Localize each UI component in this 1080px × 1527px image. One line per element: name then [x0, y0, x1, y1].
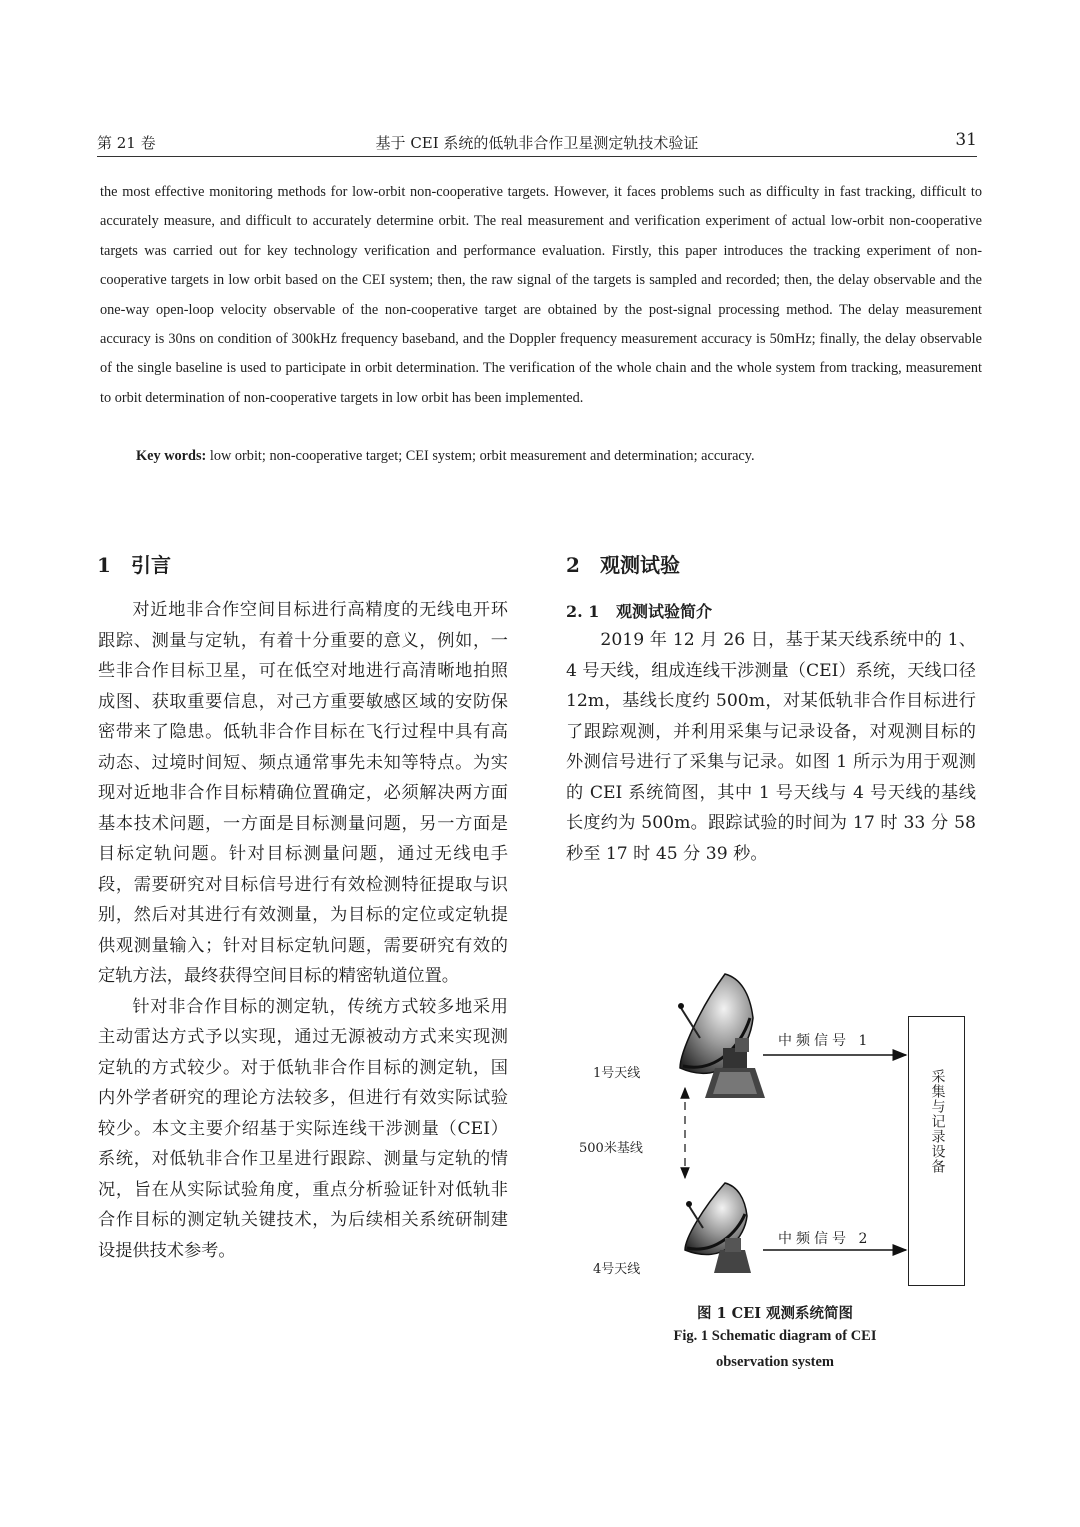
baseline-label: 500米基线 — [579, 1141, 643, 1156]
section-1-paragraph-2: 针对非合作目标的测定轨，传统方式较多地采用主动雷达方式予以实现，通过无源被动方式来实现测定轨的方式较少。对于低轨非合作目标的测定轨，国内外学者研究的理论方法较多，但进行有效实际试验较少。本文主要介绍基于实际连线干涉测量（CEI）系统，对低轨非合作卫星进行跟踪、测量与定轨的情况，旨在从实际试验角度，重点分析验证针对低轨非合作目标的测定轨关键技术，为后续相关系统研制建设提供技术参考。 — [98, 996, 508, 1261]
subsection-2-1-heading — [566, 599, 712, 622]
figure-1 — [575, 968, 975, 1298]
section-1-title: 引言 — [131, 553, 171, 577]
figure-caption-cn: 图 1 CEI 观测系统简图 — [696, 1305, 854, 1322]
section-2-paragraph-1: 2019 年 12 月 26 日，基于某天线系统中的 1、4 号天线，组成连线干涉测量（CEI）系统，天线口径 12m，基线长度约 500m，对某低轨非合作目标进行了跟踪观测，并利用采集与记录设备，对观测目标的外测信号进行了采集与记录。如图 1 所示为用于观测的 CEI 系统简图，其中 1 号天线与 4 号天线的基线长度约为 500m。跟踪试验的时间为 17 时 33 分 58 秒至 17 时 45 分 39 秒。 — [566, 630, 976, 864]
keywords-line — [136, 442, 976, 471]
keywords-text: low orbit; non-cooperative target; CEI system; orbit measurement and determination; accuracy. — [206, 448, 755, 464]
page-number: 31 — [955, 130, 977, 150]
signal-2-label: 中频信号 2 — [778, 1231, 872, 1247]
figure-caption-en-line1: Fig. 1 Schematic diagram of CEI — [673, 1328, 877, 1344]
signal-1-label: 中频信号 1 — [778, 1033, 872, 1049]
antenna-4-label: 4号天线 — [593, 1262, 641, 1277]
section-1-heading — [97, 549, 171, 578]
recorder-label: 采集与记录设备 — [929, 1069, 946, 1174]
running-title: 基于 CEI 系统的低轨非合作卫星测定轨技术验证 — [375, 134, 699, 152]
section-2-body — [566, 625, 976, 869]
section-2-title: 观测试验 — [600, 553, 680, 577]
antenna-1-dish-icon — [678, 974, 765, 1098]
section-1-number: 1 — [97, 553, 111, 577]
antenna-1-label: 1号天线 — [593, 1066, 641, 1081]
section-2-number: 2 — [566, 553, 580, 577]
running-header — [97, 130, 977, 157]
abstract-text: the most effective monitoring methods for low-orbit non-cooperative targets. However, it faces problems such as difficulty in fast tracking, difficult to accurately measure, and difficult to accurately determine orbit. The real measurement and verification experiment of actual low-orbit non-cooperative targets was carried out for key technology verification and performance evaluation. Firstly, this paper introduces the tracking experiment of non-cooperative targets in low orbit based on the CEI system; then, the raw signal of the targets is sampled and recorded; then, the delay observable and the one-way open-loop velocity observable of the non-cooperative target are obtained by the post-signal processing method. The delay measurement accuracy is 30ns on condition of 300kHz frequency baseband, and the Doppler frequency measurement accuracy is 50mHz; finally, the delay observable of the single baseline is used to participate in orbit determination. The verification of the whole chain and the whole system from tracking, measurement to orbit determination of non-cooperative targets in low orbit has been implemented. — [100, 184, 982, 406]
figure-caption-en-line2: observation system — [715, 1354, 834, 1370]
section-1-paragraph-1: 对近地非合作空间目标进行高精度的无线电开环跟踪、测量与定轨，有着十分重要的意义，例如，一些非合作目标卫星，可在低空对地进行高清晰地拍照成图、获取重要信息，对己方重要敏感区域的安防保密带来了隐患。低轨非合作目标在飞行过程中具有高动态、过境时间短、频点通常事先未知等特点。为实现对近地非合作目标精确位置确定，必须解决两方面基本技术问题，一方面是目标测量问题，另一方面是目标定轨问题。针对目标测量问题，通过无线电手段，需要研究对目标信号进行有效检测特征提取与识别，然后对其进行有效测量，为目标的定位或定轨提供观测量输入；针对目标定轨问题，需要研究有效的定轨方法，最终获得空间目标的精密轨道位置。 — [98, 600, 508, 986]
volume-label: 第 21 卷 — [97, 134, 156, 152]
recorder-box — [908, 1016, 965, 1286]
section-1-body — [98, 595, 508, 1266]
keywords-label: Key words: — [136, 448, 207, 464]
subsection-2-1-number: 2. 1 — [566, 602, 600, 621]
section-2-heading — [566, 549, 680, 578]
subsection-2-1-title: 观测试验简介 — [616, 602, 713, 621]
antenna-4-dish-icon — [685, 1183, 751, 1273]
